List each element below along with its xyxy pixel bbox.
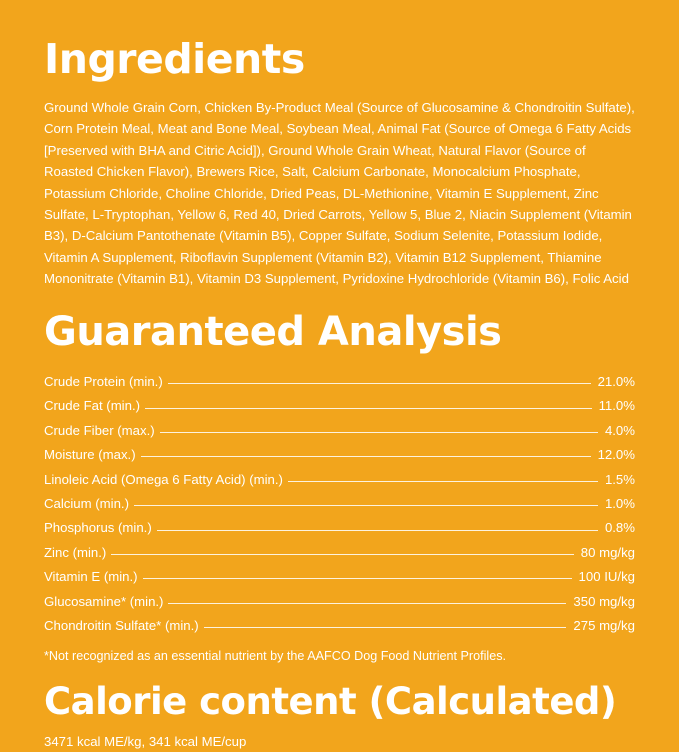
nutrient-value: 350 mg/kg — [573, 593, 635, 609]
nutrient-value: 4.0% — [604, 422, 635, 438]
ingredients-text: Ground Whole Grain Corn, Chicken By-Product Meal (Source of Glucosamine & Chondroitin Sulfate), Corn Protein Meal, Meat and Bone Meal, Soybean Meal, Animal Fat (Source of Omega 6 Fatty Acids [Preserved with BHA and Citric Acid]), Ground Whole Grain Wheat, Natural Flavor (Source of Roasted Chicken Flavor), Brewers Rice, Salt, Calcium Carbonate, Monocalcium Phosphate, Potassium Chloride, Choline Chloride, Dried Peas, DL-Methionine, Vitamin E Supplement, Zinc Sulfate, L-Tryptophan, Yellow 6, Red 40, Dried Carrots, Yellow 5, Blue 2, Niacin Supplement (Vitamin B3), D-Calcium Pantothenate (Vitamin B5), Copper Sulfate, Sodium Selenite, Potassium Iodide, Vitamin A Supplement, Riboflavin Supplement (Vitamin B2), Vitamin B12 Supplement, Thiamine Mononitrate (Vitamin B1), Vitamin D3 Supplement, Pyridoxine Hydrochloride (Vitamin B6), Folic Acid — [44, 100, 635, 287]
nutrient-value: 1.5% — [604, 471, 635, 487]
table-row — [44, 565, 635, 589]
leader-line — [134, 504, 598, 506]
table-row — [44, 613, 635, 637]
calorie-content-heading: Calorie content (Calculated) — [44, 680, 617, 724]
nutrient-label: Chondroitin Sulfate* (min.) — [44, 617, 199, 633]
table-row — [44, 394, 635, 418]
leader-line — [157, 529, 598, 531]
nutrient-label: Vitamin E (min.) — [44, 569, 138, 585]
nutrient-label: Calcium (min.) — [44, 495, 129, 511]
ingredients-heading: Ingredients — [44, 35, 305, 83]
nutrient-value: 12.0% — [597, 447, 635, 463]
nutrient-label: Linoleic Acid (Omega 6 Fatty Acid) (min.) — [44, 471, 283, 487]
leader-line — [288, 480, 598, 482]
table-row — [44, 467, 635, 491]
table-row — [44, 418, 635, 442]
nutrient-label: Phosphorus (min.) — [44, 520, 152, 536]
guaranteed-analysis-heading: Guaranteed Analysis — [44, 309, 502, 356]
table-row — [44, 369, 635, 393]
nutrient-value: 21.0% — [597, 374, 635, 390]
table-row — [44, 516, 635, 540]
nutrient-value: 1.0% — [604, 495, 635, 511]
leader-line — [168, 602, 566, 604]
leader-line — [168, 382, 591, 384]
leader-line — [160, 431, 598, 433]
nutrient-value: 0.8% — [604, 520, 635, 536]
leader-line — [111, 553, 573, 555]
nutrient-label: Crude Fat (min.) — [44, 398, 140, 414]
table-row — [44, 443, 635, 467]
leader-line — [204, 626, 567, 628]
leader-line — [141, 455, 591, 457]
calorie-content-text: 3471 kcal ME/kg, 341 kcal ME/cup — [44, 734, 247, 750]
guaranteed-analysis-footnote: *Not recognized as an essential nutrient by the AAFCO Dog Food Nutrient Profiles. — [44, 648, 507, 663]
table-row — [44, 589, 635, 613]
nutrient-value: 100 IU/kg — [578, 569, 635, 585]
nutrient-label: Glucosamine* (min.) — [44, 593, 164, 609]
leader-line — [143, 577, 572, 579]
guaranteed-analysis-table — [44, 369, 635, 637]
nutrient-label: Moisture (max.) — [44, 447, 136, 463]
leader-line — [145, 407, 592, 409]
nutrient-label: Crude Protein (min.) — [44, 374, 163, 390]
nutrient-value: 275 mg/kg — [573, 617, 635, 633]
table-row — [44, 540, 635, 564]
nutrient-value: 11.0% — [598, 398, 635, 414]
table-row — [44, 491, 635, 515]
nutrient-label: Zinc (min.) — [44, 544, 107, 560]
nutrient-label: Crude Fiber (max.) — [44, 422, 155, 438]
nutrient-value: 80 mg/kg — [580, 544, 635, 560]
